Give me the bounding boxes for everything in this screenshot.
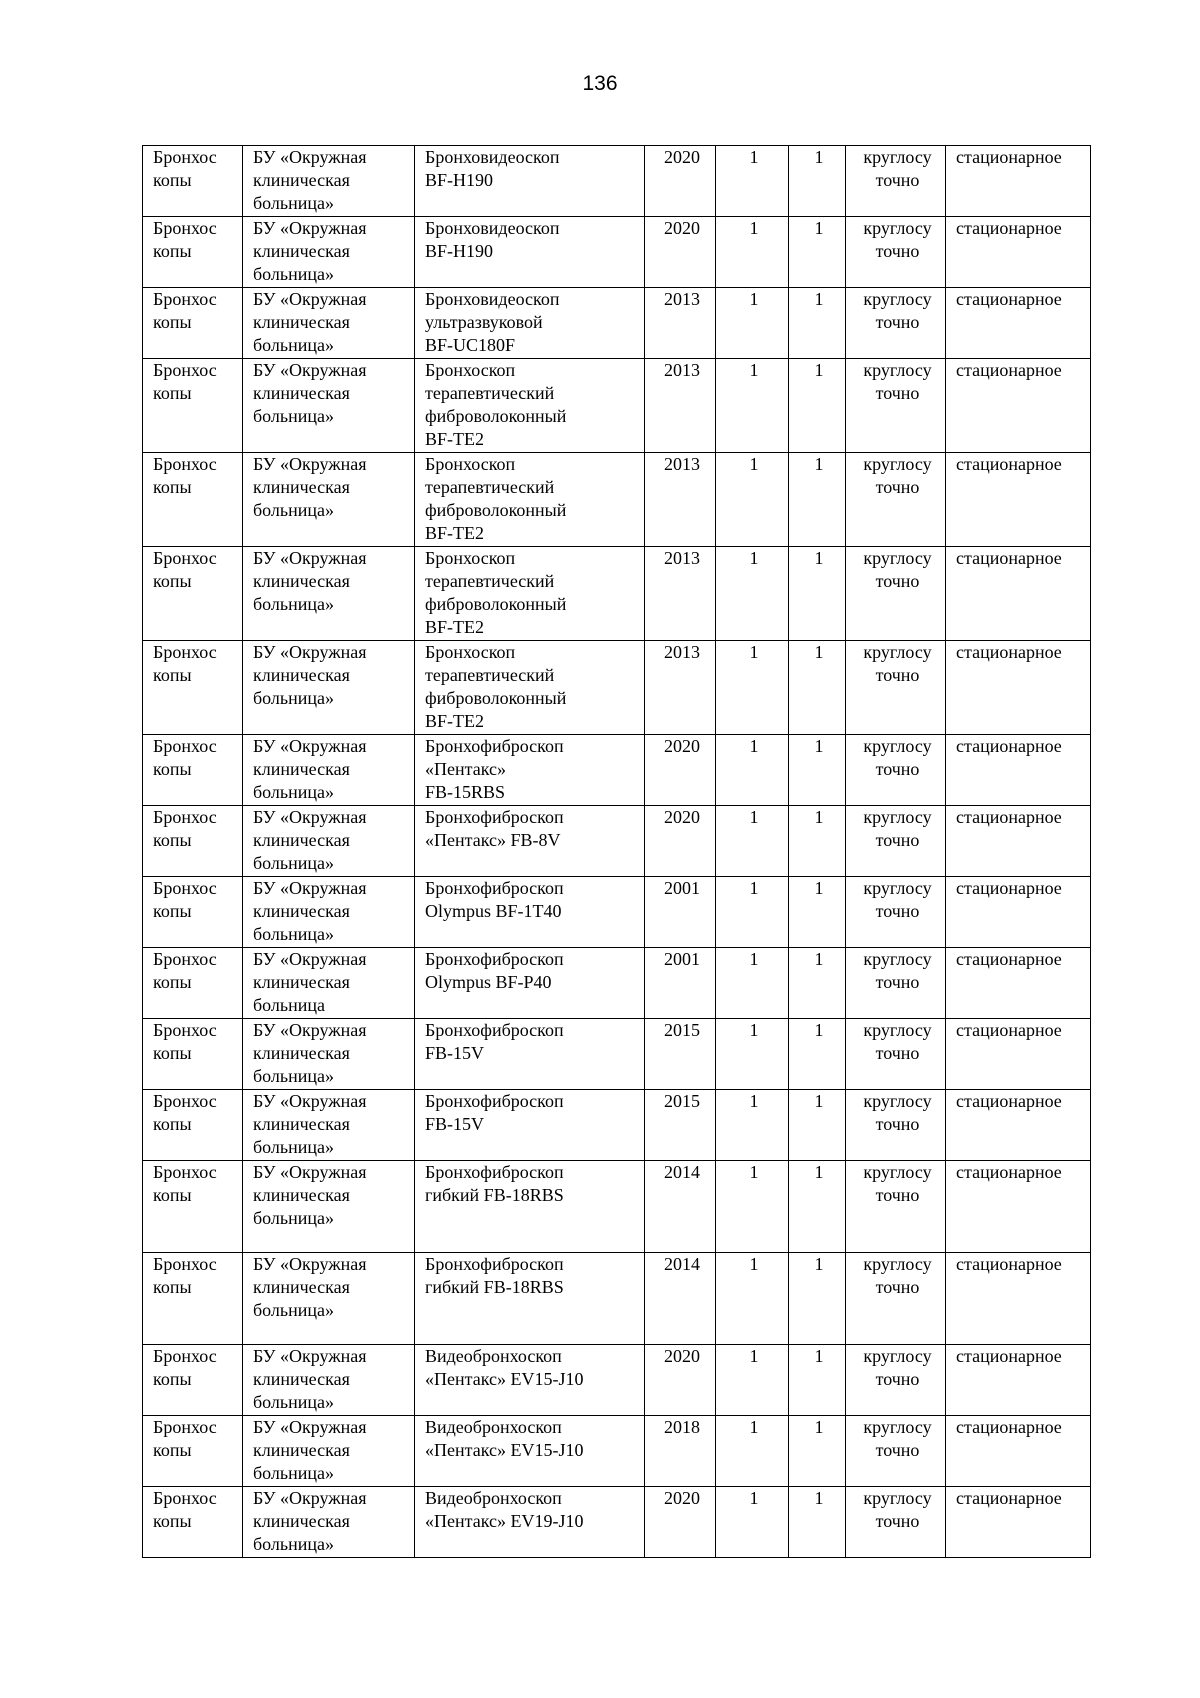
device-cell: Бронхофиброскоп гибкий FB-18RBS <box>415 1161 645 1253</box>
quantity-cell: 1 <box>789 1161 846 1253</box>
operating-hours-cell: круглосу точно <box>846 877 946 948</box>
quantity-cell: 1 <box>789 1416 846 1487</box>
organization-cell: БУ «Окружная клиническая больница» <box>243 1345 415 1416</box>
table-row <box>143 735 1091 806</box>
year-cell: 2013 <box>645 359 716 453</box>
usage-type-cell: стационарное <box>946 1487 1091 1558</box>
usage-type-cell: стационарное <box>946 877 1091 948</box>
organization-cell: БУ «Окружная клиническая больница» <box>243 1161 415 1253</box>
operating-hours-cell: круглосу точно <box>846 1345 946 1416</box>
quantity-cell: 1 <box>716 1345 789 1416</box>
category-cell: Бронхос копы <box>143 359 243 453</box>
device-cell: Бронхоскоп терапевтический фиброволоконный BF-TE2 <box>415 453 645 547</box>
quantity-cell: 1 <box>716 948 789 1019</box>
category-cell: Бронхос копы <box>143 217 243 288</box>
device-cell: Бронховидеоскоп ультразвуковой BF-UC180F <box>415 288 645 359</box>
table-row <box>143 288 1091 359</box>
operating-hours-cell: круглосу точно <box>846 453 946 547</box>
operating-hours-cell: круглосу точно <box>846 1416 946 1487</box>
quantity-cell: 1 <box>789 1253 846 1345</box>
category-cell: Бронхос копы <box>143 1416 243 1487</box>
table-row <box>143 217 1091 288</box>
organization-cell: БУ «Окружная клиническая больница» <box>243 1416 415 1487</box>
year-cell: 2001 <box>645 948 716 1019</box>
table-body <box>143 146 1091 1558</box>
usage-type-cell: стационарное <box>946 288 1091 359</box>
operating-hours-cell: круглосу точно <box>846 641 946 735</box>
category-cell: Бронхос копы <box>143 1019 243 1090</box>
year-cell: 2015 <box>645 1090 716 1161</box>
organization-cell: БУ «Окружная клиническая больница» <box>243 641 415 735</box>
organization-cell: БУ «Окружная клиническая больница» <box>243 1487 415 1558</box>
quantity-cell: 1 <box>789 146 846 217</box>
quantity-cell: 1 <box>789 1345 846 1416</box>
device-cell: Бронхофиброскоп FB-15V <box>415 1090 645 1161</box>
category-cell: Бронхос копы <box>143 806 243 877</box>
quantity-cell: 1 <box>789 877 846 948</box>
organization-cell: БУ «Окружная клиническая больница» <box>243 217 415 288</box>
year-cell: 2013 <box>645 288 716 359</box>
year-cell: 2014 <box>645 1253 716 1345</box>
year-cell: 2013 <box>645 453 716 547</box>
device-cell: Бронхоскоп терапевтический фиброволоконный BF-TE2 <box>415 359 645 453</box>
device-cell: Бронхофиброскоп «Пентакс» FB-8V <box>415 806 645 877</box>
table-row <box>143 877 1091 948</box>
category-cell: Бронхос копы <box>143 1090 243 1161</box>
device-cell: Бронхофиброскоп FB-15V <box>415 1019 645 1090</box>
operating-hours-cell: круглосу точно <box>846 948 946 1019</box>
operating-hours-cell: круглосу точно <box>846 359 946 453</box>
quantity-cell: 1 <box>789 806 846 877</box>
quantity-cell: 1 <box>789 453 846 547</box>
organization-cell: БУ «Окружная клиническая больница» <box>243 453 415 547</box>
table-row <box>143 146 1091 217</box>
organization-cell: БУ «Окружная клиническая больница» <box>243 359 415 453</box>
usage-type-cell: стационарное <box>946 1345 1091 1416</box>
operating-hours-cell: круглосу точно <box>846 806 946 877</box>
operating-hours-cell: круглосу точно <box>846 146 946 217</box>
category-cell: Бронхос копы <box>143 1345 243 1416</box>
year-cell: 2020 <box>645 806 716 877</box>
table-row <box>143 1345 1091 1416</box>
device-cell: Бронхофиброскоп «Пентакс» FB-15RBS <box>415 735 645 806</box>
quantity-cell: 1 <box>716 146 789 217</box>
year-cell: 2001 <box>645 877 716 948</box>
organization-cell: БУ «Окружная клиническая больница» <box>243 806 415 877</box>
quantity-cell: 1 <box>716 1019 789 1090</box>
table-row <box>143 1416 1091 1487</box>
operating-hours-cell: круглосу точно <box>846 735 946 806</box>
equipment-table <box>142 145 1091 1558</box>
operating-hours-cell: круглосу точно <box>846 217 946 288</box>
year-cell: 2015 <box>645 1019 716 1090</box>
usage-type-cell: стационарное <box>946 1253 1091 1345</box>
device-cell: Бронховидеоскоп BF-H190 <box>415 146 645 217</box>
organization-cell: БУ «Окружная клиническая больница» <box>243 1090 415 1161</box>
quantity-cell: 1 <box>789 288 846 359</box>
device-cell: Бронхофиброскоп Olympus BF-P40 <box>415 948 645 1019</box>
table-row <box>143 806 1091 877</box>
quantity-cell: 1 <box>789 359 846 453</box>
operating-hours-cell: круглосу точно <box>846 1019 946 1090</box>
category-cell: Бронхос копы <box>143 948 243 1019</box>
quantity-cell: 1 <box>789 547 846 641</box>
quantity-cell: 1 <box>789 217 846 288</box>
table-row <box>143 641 1091 735</box>
device-cell: Бронхоскоп терапевтический фиброволоконный BF-TE2 <box>415 641 645 735</box>
usage-type-cell: стационарное <box>946 146 1091 217</box>
year-cell: 2020 <box>645 217 716 288</box>
device-cell: Бронховидеоскоп BF-H190 <box>415 217 645 288</box>
category-cell: Бронхос копы <box>143 1487 243 1558</box>
quantity-cell: 1 <box>789 1090 846 1161</box>
quantity-cell: 1 <box>716 547 789 641</box>
quantity-cell: 1 <box>716 806 789 877</box>
organization-cell: БУ «Окружная клиническая больница» <box>243 735 415 806</box>
year-cell: 2013 <box>645 641 716 735</box>
quantity-cell: 1 <box>716 1161 789 1253</box>
quantity-cell: 1 <box>716 359 789 453</box>
year-cell: 2013 <box>645 547 716 641</box>
organization-cell: БУ «Окружная клиническая больница» <box>243 1019 415 1090</box>
device-cell: Видеобронхоскоп «Пентакс» EV15-J10 <box>415 1345 645 1416</box>
usage-type-cell: стационарное <box>946 217 1091 288</box>
table-row <box>143 1253 1091 1345</box>
device-cell: Бронхофиброскоп гибкий FB-18RBS <box>415 1253 645 1345</box>
year-cell: 2018 <box>645 1416 716 1487</box>
quantity-cell: 1 <box>789 1487 846 1558</box>
organization-cell: БУ «Окружная клиническая больница» <box>243 1253 415 1345</box>
usage-type-cell: стационарное <box>946 806 1091 877</box>
page-number: 136 <box>582 72 618 95</box>
organization-cell: БУ «Окружная клиническая больница» <box>243 877 415 948</box>
usage-type-cell: стационарное <box>946 735 1091 806</box>
usage-type-cell: стационарное <box>946 1090 1091 1161</box>
operating-hours-cell: круглосу точно <box>846 1487 946 1558</box>
table-row <box>143 453 1091 547</box>
organization-cell: БУ «Окружная клиническая больница» <box>243 288 415 359</box>
device-cell: Бронхофиброскоп Olympus BF-1T40 <box>415 877 645 948</box>
operating-hours-cell: круглосу точно <box>846 1161 946 1253</box>
category-cell: Бронхос копы <box>143 641 243 735</box>
quantity-cell: 1 <box>716 1090 789 1161</box>
category-cell: Бронхос копы <box>143 453 243 547</box>
category-cell: Бронхос копы <box>143 877 243 948</box>
category-cell: Бронхос копы <box>143 547 243 641</box>
operating-hours-cell: круглосу точно <box>846 547 946 641</box>
device-cell: Видеобронхоскоп «Пентакс» EV19-J10 <box>415 1487 645 1558</box>
quantity-cell: 1 <box>716 1253 789 1345</box>
operating-hours-cell: круглосу точно <box>846 1253 946 1345</box>
quantity-cell: 1 <box>716 735 789 806</box>
table-row <box>143 1161 1091 1253</box>
category-cell: Бронхос копы <box>143 735 243 806</box>
quantity-cell: 1 <box>789 948 846 1019</box>
operating-hours-cell: круглосу точно <box>846 1090 946 1161</box>
quantity-cell: 1 <box>789 1019 846 1090</box>
usage-type-cell: стационарное <box>946 547 1091 641</box>
table-row <box>143 359 1091 453</box>
quantity-cell: 1 <box>716 288 789 359</box>
device-cell: Видеобронхоскоп «Пентакс» EV15-J10 <box>415 1416 645 1487</box>
year-cell: 2020 <box>645 1487 716 1558</box>
quantity-cell: 1 <box>789 641 846 735</box>
organization-cell: БУ «Окружная клиническая больница» <box>243 547 415 641</box>
usage-type-cell: стационарное <box>946 359 1091 453</box>
table-row <box>143 1019 1091 1090</box>
category-cell: Бронхос копы <box>143 1161 243 1253</box>
year-cell: 2020 <box>645 146 716 217</box>
quantity-cell: 1 <box>716 453 789 547</box>
quantity-cell: 1 <box>789 735 846 806</box>
table-row <box>143 547 1091 641</box>
organization-cell: БУ «Окружная клиническая больница <box>243 948 415 1019</box>
year-cell: 2020 <box>645 1345 716 1416</box>
year-cell: 2014 <box>645 1161 716 1253</box>
usage-type-cell: стационарное <box>946 1161 1091 1253</box>
usage-type-cell: стационарное <box>946 641 1091 735</box>
usage-type-cell: стационарное <box>946 453 1091 547</box>
category-cell: Бронхос копы <box>143 1253 243 1345</box>
category-cell: Бронхос копы <box>143 288 243 359</box>
table-row <box>143 1090 1091 1161</box>
quantity-cell: 1 <box>716 1416 789 1487</box>
year-cell: 2020 <box>645 735 716 806</box>
operating-hours-cell: круглосу точно <box>846 288 946 359</box>
quantity-cell: 1 <box>716 217 789 288</box>
table-row <box>143 948 1091 1019</box>
quantity-cell: 1 <box>716 1487 789 1558</box>
organization-cell: БУ «Окружная клиническая больница» <box>243 146 415 217</box>
device-cell: Бронхоскоп терапевтический фиброволоконный BF-TE2 <box>415 547 645 641</box>
usage-type-cell: стационарное <box>946 1416 1091 1487</box>
table-row <box>143 1487 1091 1558</box>
quantity-cell: 1 <box>716 641 789 735</box>
category-cell: Бронхос копы <box>143 146 243 217</box>
usage-type-cell: стационарное <box>946 948 1091 1019</box>
usage-type-cell: стационарное <box>946 1019 1091 1090</box>
quantity-cell: 1 <box>716 877 789 948</box>
